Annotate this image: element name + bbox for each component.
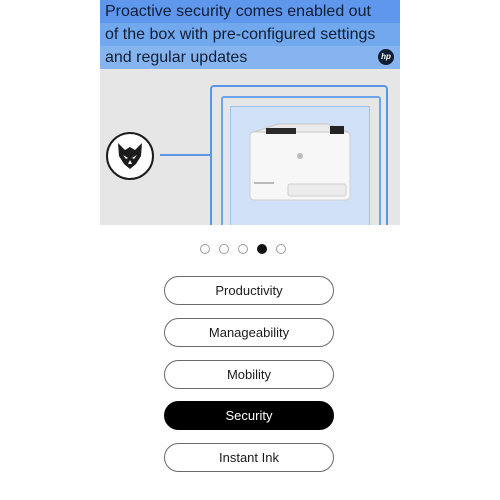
feature-banner — [100, 0, 400, 225]
caption-line-3: and regular updates — [100, 46, 400, 69]
menu-button-security[interactable]: Security — [164, 401, 334, 430]
caption-line-1: Proactive security comes enabled out — [100, 0, 400, 23]
carousel-dot[interactable] — [276, 244, 286, 254]
wolf-shield-icon — [106, 132, 154, 180]
carousel-dot[interactable] — [200, 244, 210, 254]
menu-button-productivity[interactable]: Productivity — [164, 276, 334, 305]
menu-button-mobility[interactable]: Mobility — [164, 360, 334, 389]
carousel-dots — [200, 244, 300, 258]
menu-button-manageability[interactable]: Manageability — [164, 318, 334, 347]
carousel-dot[interactable] — [238, 244, 248, 254]
menu-button-instant-ink[interactable]: Instant Ink — [164, 443, 334, 472]
carousel-dot[interactable] — [219, 244, 229, 254]
hp-logo-icon: hp — [378, 49, 394, 65]
caption-line-2: of the box with pre-configured settings — [100, 23, 400, 46]
carousel-dot-active[interactable] — [257, 244, 267, 254]
connector-line — [160, 154, 210, 156]
printer-icon — [248, 122, 352, 202]
